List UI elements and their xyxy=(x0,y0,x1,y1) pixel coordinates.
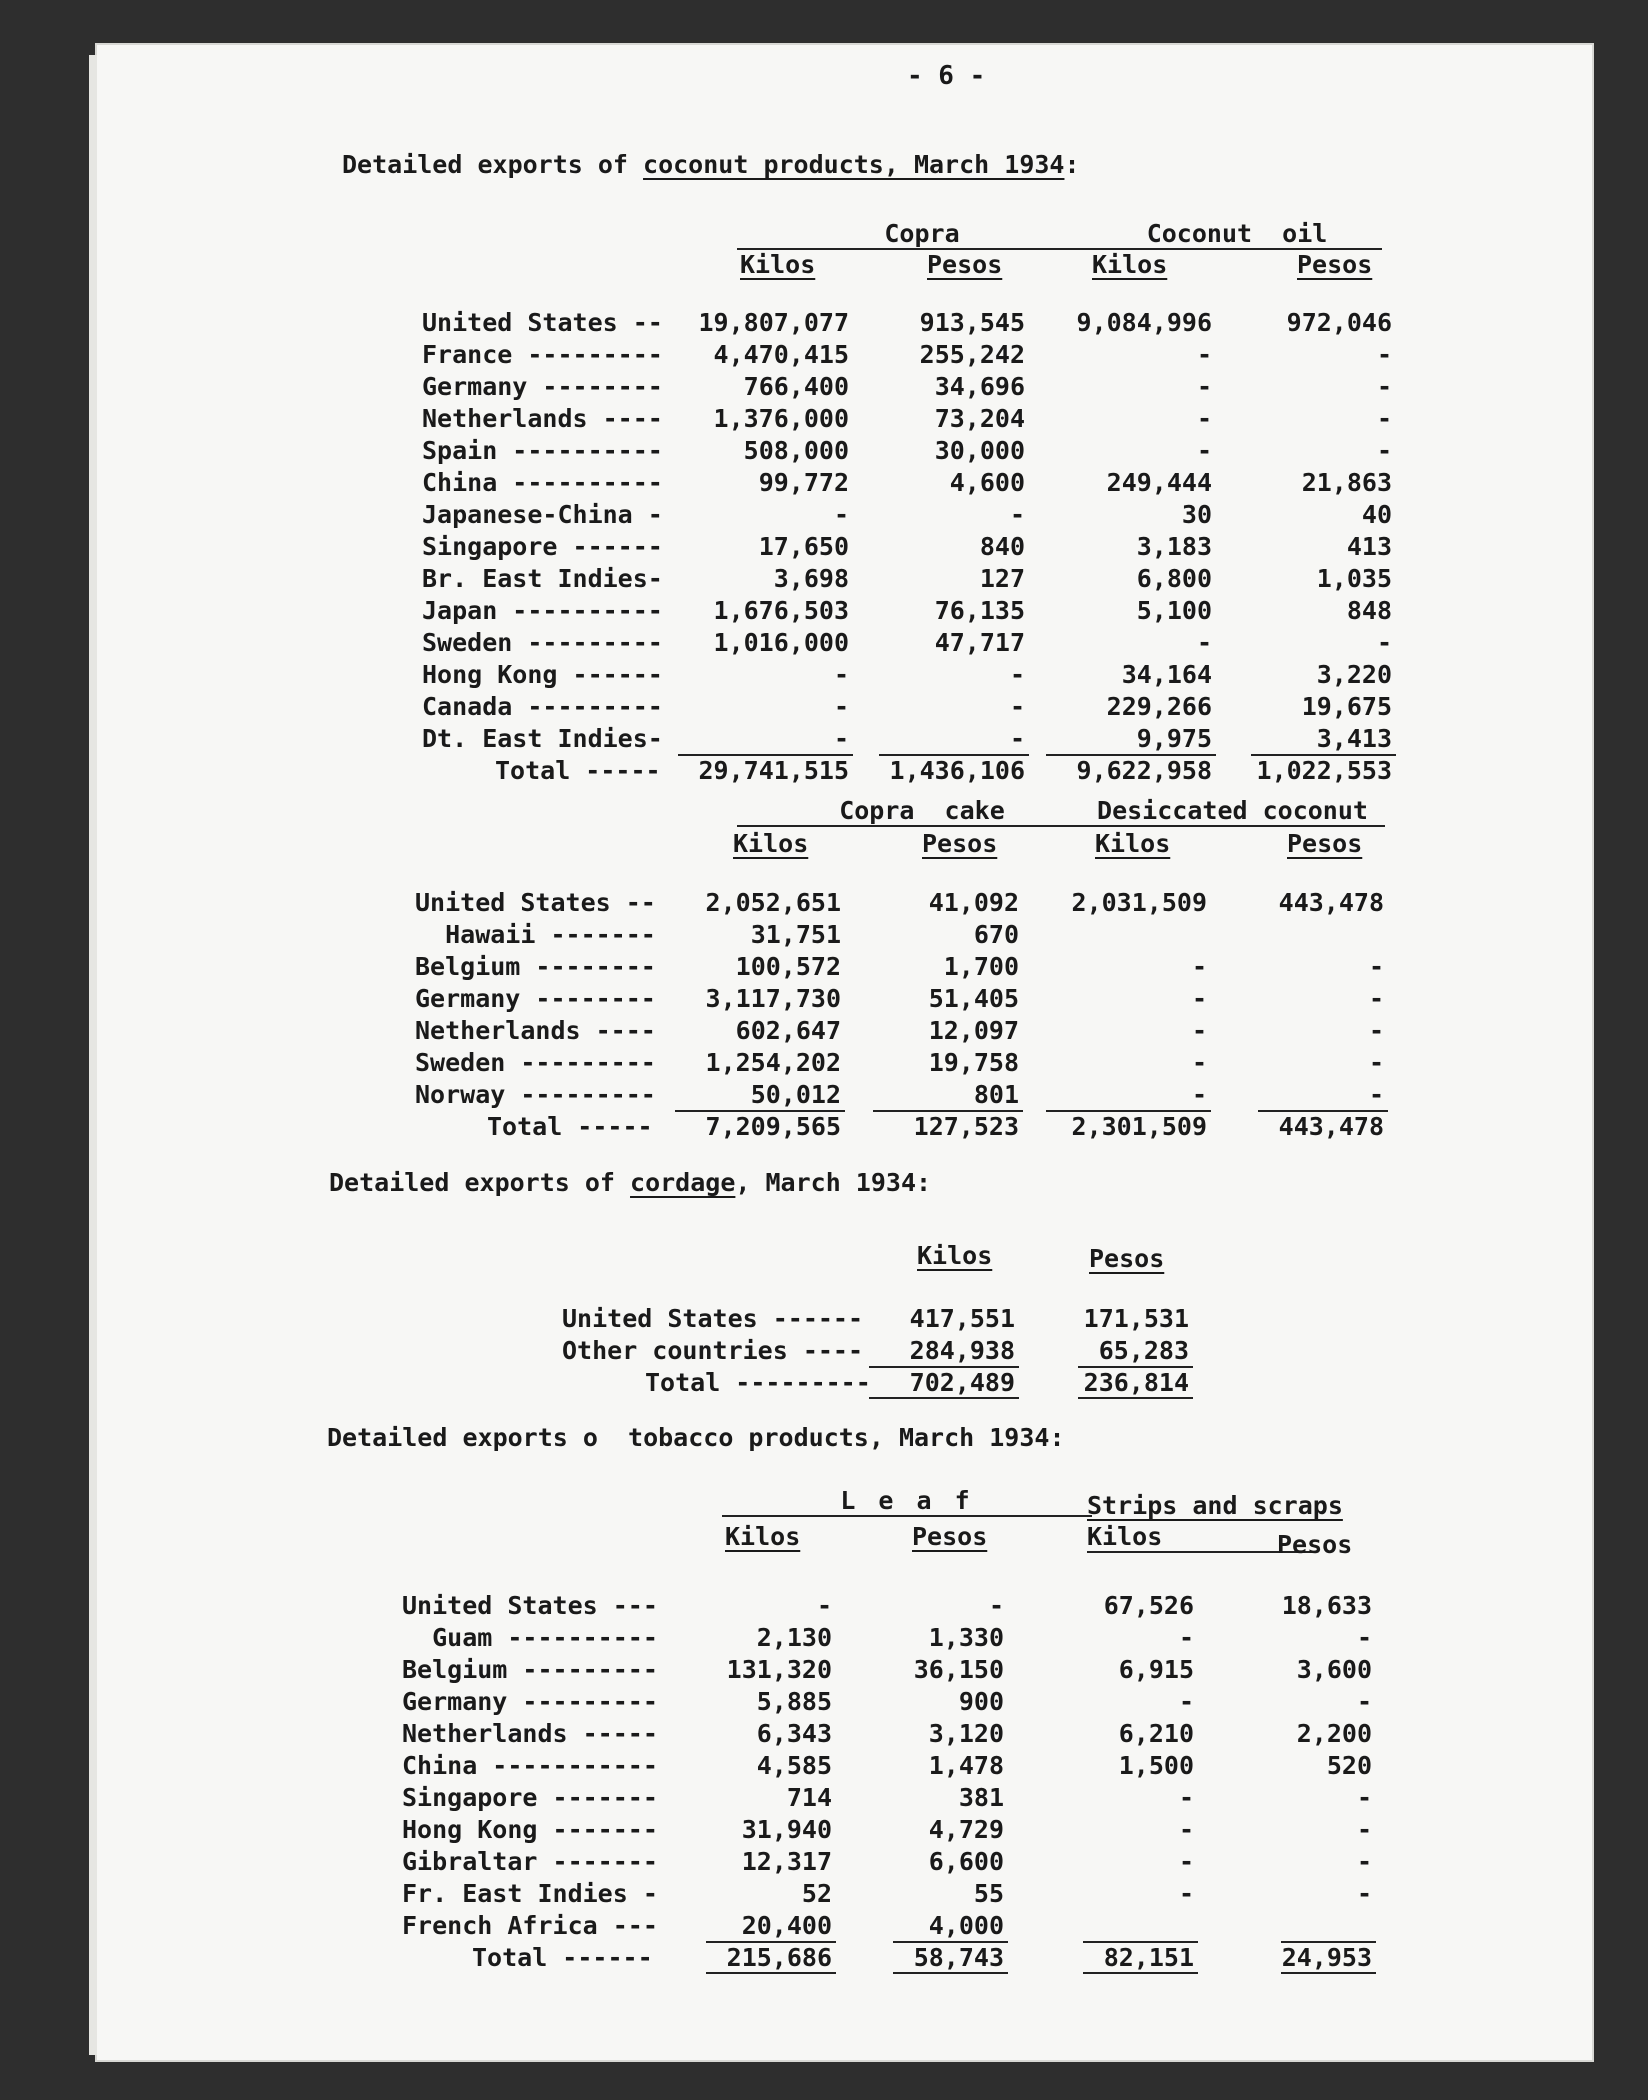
cell-value: - xyxy=(1178,1783,1194,1812)
row-label: United States ------ xyxy=(562,1304,864,1333)
cell-value: 127 xyxy=(979,564,1025,593)
cake-col-kilos-1: Kilos xyxy=(733,829,809,858)
cell-value: 40 xyxy=(1361,500,1392,529)
cell-value: 99,772 xyxy=(758,468,849,497)
cell-value: 55 xyxy=(973,1879,1004,1908)
cell-value: - xyxy=(1356,1847,1372,1876)
cell-value: 972,046 xyxy=(1286,308,1392,337)
tobacco-heading: Detailed exports o tobacco products, March 1934: xyxy=(327,1423,1065,1452)
cell-value: 670 xyxy=(973,920,1019,949)
cell-value: 51,405 xyxy=(928,984,1019,1013)
row-label: United States -- xyxy=(415,888,656,917)
cell-value: 6,343 xyxy=(756,1719,832,1748)
cell-value: 19,675 xyxy=(1301,692,1392,721)
cell-value: 6,600 xyxy=(928,1847,1004,1876)
cell-value: - xyxy=(1196,340,1212,369)
cell-value: 19,807,077 xyxy=(698,308,849,337)
cell-value: 34,696 xyxy=(934,372,1025,401)
total-value: 236,814 xyxy=(1083,1368,1189,1397)
page-number: - 6 - xyxy=(907,61,986,91)
cell-value: - xyxy=(1178,1879,1194,1908)
cell-value: - xyxy=(1191,984,1207,1013)
row-label: Gibraltar ------- xyxy=(402,1847,658,1876)
cell-value: - xyxy=(988,1591,1004,1620)
cell-value: 20,400 xyxy=(741,1911,832,1940)
cell-value: 9,975 xyxy=(1136,724,1212,753)
cell-value: 73,204 xyxy=(934,404,1025,433)
cell-value: - xyxy=(1356,1879,1372,1908)
tobacco-col-pesos-1: Pesos xyxy=(912,1522,988,1551)
row-label: Germany --------- xyxy=(402,1687,658,1716)
leaf-group-header: L e a f xyxy=(722,1487,1092,1517)
cell-value: 1,035 xyxy=(1316,564,1392,593)
total-double-rule xyxy=(1078,1397,1193,1399)
coconut-col-kilos-2: Kilos xyxy=(1092,250,1168,279)
row-label: Belgium -------- xyxy=(415,952,656,981)
cell-value: 1,500 xyxy=(1118,1751,1194,1780)
row-label: Germany -------- xyxy=(422,372,663,401)
cell-value: 4,585 xyxy=(756,1751,832,1780)
cake-col-kilos-2: Kilos xyxy=(1095,829,1171,858)
cell-value: 65,283 xyxy=(1098,1336,1189,1365)
cell-value: 12,317 xyxy=(741,1847,832,1876)
coconut-col-pesos-2: Pesos xyxy=(1297,250,1373,279)
total-double-rule xyxy=(1281,1972,1376,1974)
row-label: Fr. East Indies - xyxy=(402,1879,658,1908)
cell-value: 5,885 xyxy=(756,1687,832,1716)
cell-value: 19,758 xyxy=(928,1048,1019,1077)
total-value: 215,686 xyxy=(726,1943,832,1972)
cell-value: - xyxy=(1376,404,1392,433)
row-label: China ----------- xyxy=(402,1751,658,1780)
tobacco-col-kilos-1: Kilos xyxy=(725,1522,801,1551)
cell-value: 840 xyxy=(979,532,1025,561)
cell-value: 413 xyxy=(1346,532,1392,561)
cell-value: 1,016,000 xyxy=(713,628,849,657)
cell-value: 3,183 xyxy=(1136,532,1212,561)
row-label: Other countries ---- xyxy=(562,1336,864,1365)
copra-group-header: Copra xyxy=(737,220,1107,250)
cell-value: - xyxy=(816,1591,832,1620)
cell-value: 5,100 xyxy=(1136,596,1212,625)
cell-value: 801 xyxy=(973,1080,1019,1109)
total-double-rule xyxy=(1083,1972,1198,1974)
desiccated-coconut-group-header: Desiccated coconut xyxy=(1080,797,1385,827)
row-label: Guam ---------- xyxy=(402,1623,658,1652)
total-value: 702,489 xyxy=(909,1368,1015,1397)
cell-value: - xyxy=(1191,1080,1207,1109)
cell-value: - xyxy=(833,660,849,689)
document-page xyxy=(97,45,1592,2060)
tobacco-col-kilos-2: Kilos xyxy=(1087,1523,1317,1553)
cell-value: 18,633 xyxy=(1281,1591,1372,1620)
cell-value: 913,545 xyxy=(919,308,1025,337)
row-label: China ---------- xyxy=(422,468,663,497)
row-label: Hong Kong ------ xyxy=(422,660,663,689)
cordage-heading: Detailed exports of cordage, March 1934: xyxy=(329,1168,932,1197)
coconut-oil-group-header: Coconut oil xyxy=(1092,220,1382,250)
coconut-col-kilos-1: Kilos xyxy=(740,250,816,279)
cell-value: 3,600 xyxy=(1296,1655,1372,1684)
cell-value: - xyxy=(1191,1016,1207,1045)
cell-value: - xyxy=(1356,1783,1372,1812)
cell-value: 2,130 xyxy=(756,1623,832,1652)
row-label: Hawaii ------- xyxy=(415,920,656,949)
total-value: 2,301,509 xyxy=(1071,1112,1207,1141)
strips-group-header: Strips and scraps xyxy=(1087,1491,1343,1520)
cell-value: - xyxy=(1356,1815,1372,1844)
cell-value: 3,220 xyxy=(1316,660,1392,689)
cordage-col-pesos: Pesos xyxy=(1089,1244,1165,1273)
cell-value: 3,413 xyxy=(1316,724,1392,753)
cell-value: - xyxy=(1191,952,1207,981)
row-label: Singapore ------- xyxy=(402,1783,658,1812)
row-label: Sweden --------- xyxy=(422,628,663,657)
total-value: 1,022,553 xyxy=(1256,756,1392,785)
cell-value: 9,084,996 xyxy=(1076,308,1212,337)
cell-value: 443,478 xyxy=(1278,888,1384,917)
cell-value: 30,000 xyxy=(934,436,1025,465)
total-value: 1,436,106 xyxy=(889,756,1025,785)
cell-value: - xyxy=(1368,952,1384,981)
cell-value: 17,650 xyxy=(758,532,849,561)
total-value: 443,478 xyxy=(1278,1112,1384,1141)
row-label: Br. East Indies- xyxy=(422,564,663,593)
row-label: United States --- xyxy=(402,1591,658,1620)
cell-value: - xyxy=(1009,692,1025,721)
cell-value: - xyxy=(833,500,849,529)
cell-value: - xyxy=(1178,1815,1194,1844)
total-value: 82,151 xyxy=(1103,1943,1194,1972)
row-label: Sweden --------- xyxy=(415,1048,656,1077)
cell-value: - xyxy=(1196,436,1212,465)
cell-value: 47,717 xyxy=(934,628,1025,657)
cell-value: - xyxy=(1196,628,1212,657)
cell-value: 34,164 xyxy=(1121,660,1212,689)
cell-value: - xyxy=(1368,1016,1384,1045)
cell-value: 171,531 xyxy=(1083,1304,1189,1333)
cell-value: 255,242 xyxy=(919,340,1025,369)
row-label: Belgium --------- xyxy=(402,1655,658,1684)
cell-value: 381 xyxy=(958,1783,1004,1812)
total-label: Total ----- xyxy=(495,756,661,785)
cell-value: - xyxy=(1191,1048,1207,1077)
cell-value: 229,266 xyxy=(1106,692,1212,721)
cell-value: - xyxy=(1009,500,1025,529)
total-label: Total --------- xyxy=(645,1368,871,1397)
cell-value: 6,915 xyxy=(1118,1655,1194,1684)
cell-value: 602,647 xyxy=(735,1016,841,1045)
cell-value: - xyxy=(1178,1687,1194,1716)
row-label: Spain ---------- xyxy=(422,436,663,465)
cell-value: 67,526 xyxy=(1103,1591,1194,1620)
cell-value: - xyxy=(1178,1623,1194,1652)
cell-value: 6,800 xyxy=(1136,564,1212,593)
cell-value: 249,444 xyxy=(1106,468,1212,497)
cell-value: 848 xyxy=(1346,596,1392,625)
cell-value: 4,000 xyxy=(928,1911,1004,1940)
cell-value: 1,676,503 xyxy=(713,596,849,625)
cell-value: 2,052,651 xyxy=(705,888,841,917)
row-label: Netherlands ----- xyxy=(402,1719,658,1748)
cake-col-pesos-1: Pesos xyxy=(922,829,998,858)
cell-value: 508,000 xyxy=(743,436,849,465)
cell-value: - xyxy=(1009,660,1025,689)
total-value: 7,209,565 xyxy=(705,1112,841,1141)
row-label: Norway --------- xyxy=(415,1080,656,1109)
total-value: 29,741,515 xyxy=(698,756,849,785)
copra-cake-group-header: Copra cake xyxy=(737,797,1107,827)
cell-value: 1,254,202 xyxy=(705,1048,841,1077)
cell-value: 417,551 xyxy=(909,1304,1015,1333)
cell-value: 4,470,415 xyxy=(713,340,849,369)
cake-col-pesos-2: Pesos xyxy=(1287,829,1363,858)
cell-value: - xyxy=(1368,1080,1384,1109)
row-label: France --------- xyxy=(422,340,663,369)
cell-value: 766,400 xyxy=(743,372,849,401)
cell-value: - xyxy=(1368,984,1384,1013)
cell-value: - xyxy=(1376,372,1392,401)
cell-value: - xyxy=(1376,436,1392,465)
total-value: 58,743 xyxy=(913,1943,1004,1972)
cell-value: 76,135 xyxy=(934,596,1025,625)
cell-value: 131,320 xyxy=(726,1655,832,1684)
total-double-rule xyxy=(893,1972,1008,1974)
cell-value: 3,120 xyxy=(928,1719,1004,1748)
row-label: Canada --------- xyxy=(422,692,663,721)
row-label: Germany -------- xyxy=(415,984,656,1013)
total-value: 127,523 xyxy=(913,1112,1019,1141)
row-label: Japan ---------- xyxy=(422,596,663,625)
cell-value: - xyxy=(1376,628,1392,657)
total-double-rule xyxy=(706,1972,836,1974)
cell-value: - xyxy=(1356,1687,1372,1716)
coconut-heading: Detailed exports of coconut products, March 1934: xyxy=(342,150,1080,179)
cell-value: - xyxy=(833,724,849,753)
row-label: Japanese-China - xyxy=(422,500,663,529)
cell-value: 900 xyxy=(958,1687,1004,1716)
row-label: United States -- xyxy=(422,308,663,337)
cell-value: 520 xyxy=(1326,1751,1372,1780)
row-label: French Africa --- xyxy=(402,1911,658,1940)
cell-value: - xyxy=(833,692,849,721)
cell-value: 30 xyxy=(1181,500,1212,529)
cell-value: - xyxy=(1368,1048,1384,1077)
cell-value: 52 xyxy=(801,1879,832,1908)
row-label: Hong Kong ------- xyxy=(402,1815,658,1844)
cell-value: 1,376,000 xyxy=(713,404,849,433)
total-label: Total ------ xyxy=(472,1943,653,1972)
cell-value: 12,097 xyxy=(928,1016,1019,1045)
cell-value: - xyxy=(1009,724,1025,753)
row-label: Netherlands ---- xyxy=(415,1016,656,1045)
coconut-col-pesos-1: Pesos xyxy=(927,250,1003,279)
row-label: Dt. East Indies- xyxy=(422,724,663,753)
tobacco-col-pesos-2: Pesos xyxy=(1277,1530,1353,1559)
total-value: 9,622,958 xyxy=(1076,756,1212,785)
row-label: Singapore ------ xyxy=(422,532,663,561)
cell-value: 4,600 xyxy=(949,468,1025,497)
cell-value: 31,751 xyxy=(750,920,841,949)
cell-value: 2,200 xyxy=(1296,1719,1372,1748)
total-label: Total ----- xyxy=(487,1112,653,1141)
cell-value: 100,572 xyxy=(735,952,841,981)
cell-value: - xyxy=(1376,340,1392,369)
cell-value: - xyxy=(1356,1623,1372,1652)
total-double-rule xyxy=(869,1397,1019,1399)
cell-value: - xyxy=(1196,404,1212,433)
cell-value: 21,863 xyxy=(1301,468,1392,497)
cell-value: 50,012 xyxy=(750,1080,841,1109)
cell-value: 41,092 xyxy=(928,888,1019,917)
cell-value: 1,478 xyxy=(928,1751,1004,1780)
cell-value: 3,698 xyxy=(773,564,849,593)
cell-value: - xyxy=(1178,1847,1194,1876)
cell-value: 2,031,509 xyxy=(1071,888,1207,917)
cell-value: 1,700 xyxy=(943,952,1019,981)
total-value: 24,953 xyxy=(1281,1943,1372,1972)
cell-value: - xyxy=(1196,372,1212,401)
cell-value: 3,117,730 xyxy=(705,984,841,1013)
row-label: Netherlands ---- xyxy=(422,404,663,433)
cell-value: 31,940 xyxy=(741,1815,832,1844)
cordage-col-kilos: Kilos xyxy=(917,1241,993,1270)
cell-value: 4,729 xyxy=(928,1815,1004,1844)
cell-value: 6,210 xyxy=(1118,1719,1194,1748)
cell-value: 714 xyxy=(786,1783,832,1812)
cell-value: 1,330 xyxy=(928,1623,1004,1652)
cell-value: 284,938 xyxy=(909,1336,1015,1365)
cell-value: 36,150 xyxy=(913,1655,1004,1684)
